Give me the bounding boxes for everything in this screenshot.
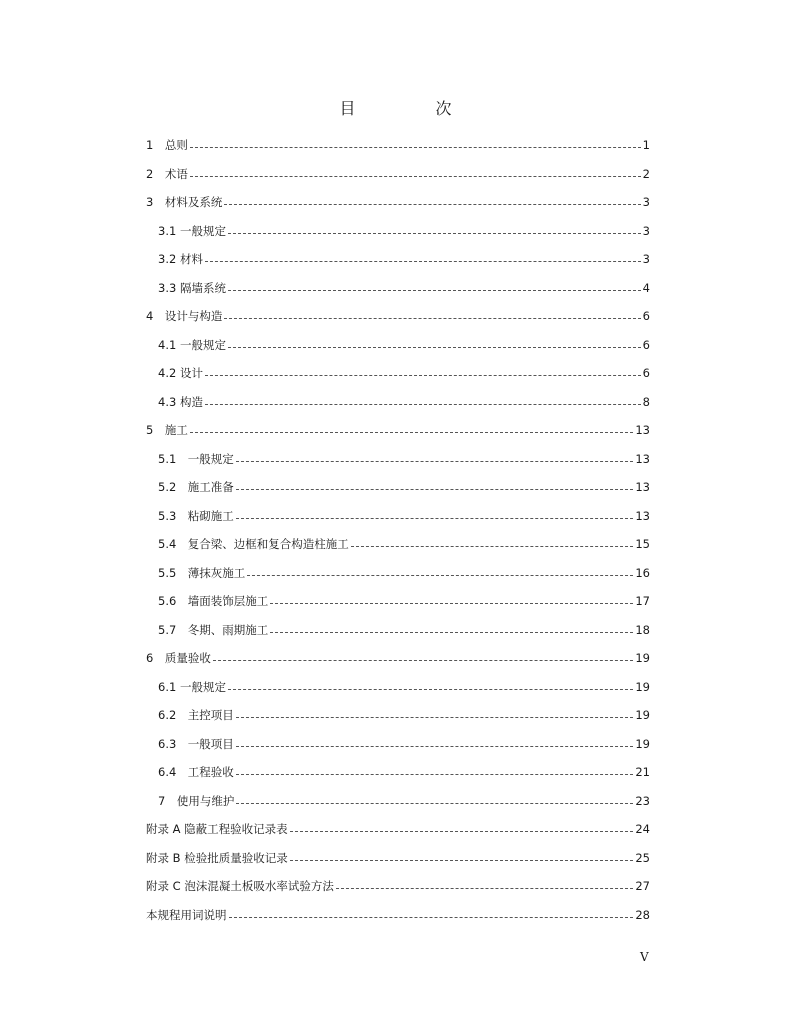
- toc-entry[interactable]: [158, 474, 650, 494]
- toc-entry[interactable]: [158, 360, 650, 380]
- toc-leader-dashes: [270, 632, 633, 633]
- toc-leader-dashes: [236, 774, 634, 775]
- toc-entry-label: 附录 C 泡沫混凝土板吸水率试验方法: [146, 879, 334, 893]
- toc-entry-page: 6: [642, 337, 650, 352]
- toc-entry-label: 5.4 复合梁、边框和复合构造柱施工: [158, 537, 349, 551]
- toc-entry-label: 5.5 薄抹灰施工: [158, 565, 246, 580]
- toc-entry[interactable]: [158, 332, 650, 352]
- toc-entry-label: 3.3 隔墙系统: [158, 280, 226, 295]
- toc-leader-dashes: [290, 860, 634, 861]
- toc-entry-label: 3.2 材料: [158, 252, 203, 266]
- toc-entry[interactable]: [158, 674, 650, 694]
- toc-leader-dashes: [247, 575, 633, 576]
- toc-entry-page: 3: [642, 195, 650, 209]
- toc-entry-page: 13: [635, 451, 650, 466]
- toc-entry-label: 3.1 一般规定: [158, 223, 226, 238]
- toc-entry-page: 28: [635, 907, 650, 922]
- toc-leader-dashes: [236, 518, 634, 519]
- toc-leader-dashes: [228, 233, 641, 234]
- toc-entry-label: 6 质量验收: [146, 651, 211, 665]
- toc-entry-page: 15: [635, 537, 650, 551]
- toc-entry-page: 13: [635, 423, 650, 437]
- toc-entry-label: 附录 B 检验批质量验收记录: [146, 850, 288, 865]
- toc-entry-page: 18: [635, 622, 650, 637]
- toc-entry-page: 1: [642, 138, 650, 152]
- toc-entry[interactable]: [158, 275, 650, 295]
- toc-leader-dashes: [205, 404, 641, 405]
- toc-entry-label: 5.1 一般规定: [158, 451, 234, 466]
- toc-entry[interactable]: [158, 503, 650, 523]
- toc-entry[interactable]: [158, 446, 650, 466]
- toc-leader-dashes: [270, 603, 633, 604]
- toc-leader-dashes: [336, 888, 634, 889]
- toc-entry[interactable]: [146, 417, 650, 437]
- toc-entry-label: 3 材料及系统: [146, 195, 223, 209]
- toc-leader-dashes: [190, 432, 634, 433]
- toc-entry-page: 19: [635, 651, 650, 665]
- toc-entry-page: 6: [642, 309, 650, 323]
- toc-entry-page: 6: [642, 366, 650, 380]
- toc-entry-label: 5.3 粘砌施工: [158, 508, 234, 523]
- toc-entry-label: 6.3 一般项目: [158, 736, 234, 751]
- toc-leader-dashes: [224, 318, 640, 319]
- toc-entry-page: 19: [635, 736, 650, 751]
- toc-entry-label: 4.2 设计: [158, 366, 203, 380]
- toc-leader-dashes: [236, 717, 634, 718]
- toc-leader-dashes: [228, 347, 641, 348]
- toc-leader-dashes: [351, 546, 634, 547]
- toc-entry-label: 附录 A 隐蔽工程验收记录表: [146, 822, 288, 836]
- toc-leader-dashes: [205, 375, 641, 376]
- toc-entry-label: 7 使用与维护: [158, 793, 235, 808]
- toc-leader-dashes: [190, 176, 641, 177]
- toc-leader-dashes: [229, 917, 634, 918]
- toc-entry-page: 13: [635, 480, 650, 494]
- toc-entry-label: 4 设计与构造: [146, 309, 223, 323]
- toc-entry-label: 6.2 主控项目: [158, 708, 234, 722]
- toc-leader-dashes: [236, 803, 633, 804]
- toc-entry-page: 19: [635, 679, 650, 694]
- toc-entry-page: 4: [642, 280, 650, 295]
- toc-entry-page: 27: [635, 879, 650, 893]
- toc-entry-page: 8: [642, 394, 650, 409]
- toc-entry[interactable]: [158, 759, 650, 779]
- toc-entry[interactable]: [146, 189, 650, 209]
- toc-entry[interactable]: [158, 531, 650, 551]
- toc-leader-dashes: [190, 147, 641, 148]
- toc-entry[interactable]: [146, 873, 650, 893]
- toc-leader-dashes: [236, 461, 634, 462]
- toc-entry-page: 23: [635, 793, 650, 808]
- toc-entry-page: 16: [635, 565, 650, 580]
- toc-entry[interactable]: [146, 303, 650, 323]
- toc-leader-dashes: [290, 831, 634, 832]
- toc-entry-label: 5.6 墙面装饰层施工: [158, 594, 269, 608]
- toc-entry[interactable]: [146, 845, 650, 865]
- toc-leader-dashes: [236, 746, 634, 747]
- toc-entry-label: 4.3 构造: [158, 394, 203, 409]
- toc-entry-page: 19: [635, 708, 650, 722]
- toc-leader-dashes: [205, 261, 641, 262]
- toc-entry-label: 本规程用词说明: [146, 907, 227, 922]
- toc-entry-page: 13: [635, 508, 650, 523]
- toc-entry[interactable]: [146, 816, 650, 836]
- toc-entry[interactable]: [158, 588, 650, 608]
- toc-leader-dashes: [228, 689, 633, 690]
- toc-entry[interactable]: [158, 617, 650, 637]
- toc-entry[interactable]: [146, 645, 650, 665]
- toc-entry[interactable]: [158, 389, 650, 409]
- toc-entry-page: 3: [642, 252, 650, 266]
- toc-entry-label: 1 总则: [146, 138, 188, 152]
- toc-leader-dashes: [228, 290, 641, 291]
- toc-entry-page: 2: [642, 166, 650, 181]
- toc-entry-label: 6.4 工程验收: [158, 765, 234, 779]
- toc-entry[interactable]: [146, 161, 650, 181]
- toc-entry-label: 2 术语: [146, 166, 188, 181]
- toc-entry[interactable]: [158, 246, 650, 266]
- toc-entry[interactable]: [158, 560, 650, 580]
- toc-entry-page: 25: [635, 850, 650, 865]
- toc-entry-page: 3: [642, 223, 650, 238]
- toc-entry-page: 21: [635, 765, 650, 779]
- toc-entry[interactable]: [146, 902, 650, 922]
- toc-entry[interactable]: [158, 218, 650, 238]
- toc-leader-dashes: [224, 204, 640, 205]
- toc-leader-dashes: [213, 660, 634, 661]
- toc-entry-label: 4.1 一般规定: [158, 337, 226, 352]
- toc-entry-label: 5 施工: [146, 423, 188, 437]
- toc-entry[interactable]: [158, 731, 650, 751]
- page-title: 目 次: [339, 99, 484, 118]
- toc-entry-label: 5.2 施工准备: [158, 480, 234, 494]
- toc-entry-page: 17: [635, 594, 650, 608]
- toc-entry[interactable]: [158, 702, 650, 722]
- toc-entry[interactable]: [146, 132, 650, 152]
- toc-entry-page: 24: [635, 822, 650, 836]
- toc-entry-label: 5.7 冬期、雨期施工: [158, 622, 269, 637]
- toc-entry[interactable]: [158, 788, 650, 808]
- toc-entry-label: 6.1 一般规定: [158, 679, 226, 694]
- page-number: V: [640, 950, 649, 964]
- toc-leader-dashes: [236, 489, 634, 490]
